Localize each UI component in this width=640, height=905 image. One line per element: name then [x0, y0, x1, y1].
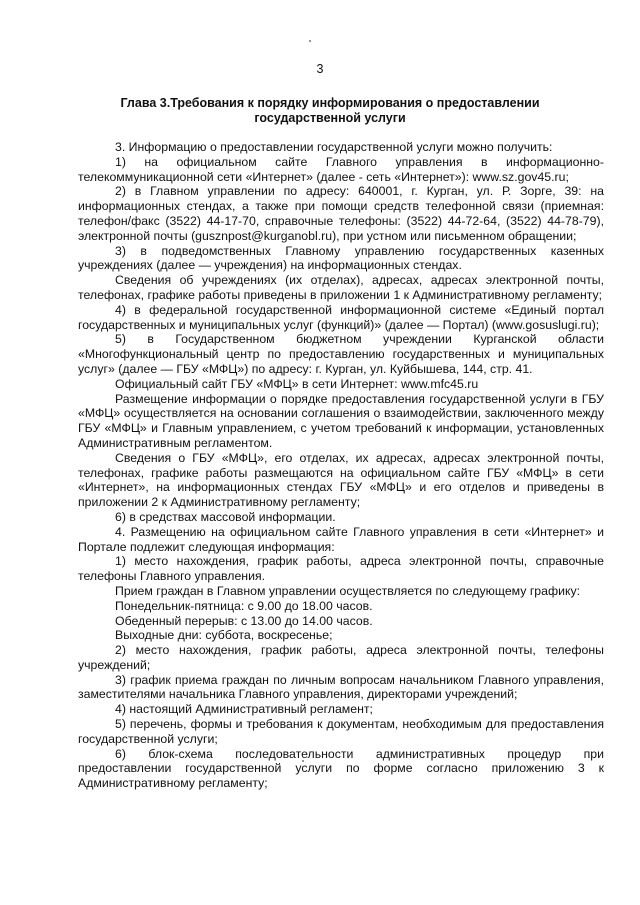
paragraph: 6) блок-схема последовательности административных процедур при предоставлении государственной услуги по форме согласно приложению 3 к Административному регламенту;	[78, 746, 604, 791]
paragraph: 5) в Государственном бюджетном учреждении Курганской области «Многофункциональный центр по предоставлению государственных и муниципальных услуг» (далее — ГБУ «МФЦ») по адресу: г. Курган, ул. Куйбышева, 144, стр. 41.	[78, 332, 604, 376]
paragraph: Прием граждан в Главном управлении осуществляется по следующему графику:	[115, 583, 581, 598]
paragraph: Обеденный перерыв: с 13.00 до 14.00 часов.	[115, 613, 373, 628]
chapter-title: Глава 3.Требования к порядку информирования о предоставлении государственной услуги	[120, 96, 540, 125]
paragraph: 2) место нахождения, график работы, адреса электронной почты, телефоны учреждений;	[78, 643, 604, 672]
paragraph: Выходные дни: суббота, воскресенье;	[115, 628, 333, 643]
paragraph: 1) на официальном сайте Главного управления в информационно-телекоммуникационной сети «Интернет» (далее - сеть «Интернет»): www.sz.gov45.ru;	[78, 154, 604, 184]
paragraph: 4) в федеральной государственной информационной системе «Единый портал государственных и муниципальных услуг (функций)» (далее — Портал) (www.gosuslugi.ru);	[78, 302, 604, 332]
paragraph: Размещение информации о порядке предоставления государственной услуги в ГБУ «МФЦ» осуществляется на основании соглашения о взаимодействии, заключенного между ГБУ «МФЦ» и Главным управлением, с учетом требований к информации, установленных Административным регламентом.	[78, 391, 604, 450]
paragraph: 6) в средствах массовой информации.	[115, 509, 336, 524]
paragraph: 5) перечень, формы и требования к документам, необходимым для предоставления государственной услуги;	[78, 717, 604, 746]
paragraph: Сведения об учреждениях (их отделах), адресах, адресах электронной почты, телефонах, графике работы приведены в приложении 1 к Административному регламенту;	[78, 273, 604, 302]
paragraph: Сведения о ГБУ «МФЦ», его отделах, их адресах, адресах электронной почты, телефонах, графике работы размещаются на официальном сайте ГБУ «МФЦ» в сети «Интернет», на информационных стендах ГБУ «МФЦ» и его отделов и приведены в приложении 2 к Административному регламенту;	[78, 450, 604, 510]
paragraph: 3) график приема граждан по личным вопросам начальником Главного управления, заместителями начальника Главного управления, директорами учреждений;	[78, 672, 604, 702]
paragraph: Официальный сайт ГБУ «МФЦ» в сети Интернет: www.mfc45.ru	[115, 376, 479, 391]
page-number: 3	[316, 62, 324, 76]
paragraph: 3) в подведомственных Главному управлению государственных казенных учреждениях (далее — учреждения) на информационных стендах.	[78, 243, 604, 273]
paragraph: 4. Размещению на официальном сайте Главного управления в сети «Интернет» и Портале подлежит следующая информация:	[78, 524, 604, 554]
paragraph: 1) место нахождения, график работы, адреса электронной почты, справочные телефоны Главного управления.	[78, 554, 604, 584]
paragraph: 2) в Главном управлении по адресу: 640001, г. Курган, ул. Р. Зорге, 39: на информационных стендах, а также при помощи средств телефонной связи (приемная: телефон/факс (3522) 44-17-70, справочные телефоны: (3522) 44-72-64, (3522) 44-78-79), электронной почты (gusznpost@kurganobl.ru), при устном или письменном обращении;	[78, 184, 604, 243]
scan-speck	[309, 40, 311, 42]
document-body	[78, 140, 604, 791]
paragraph: 3. Информацию о предоставлении государственной услуги можно получить:	[115, 140, 553, 154]
paragraph: 4) настоящий Административный регламент;	[115, 702, 373, 717]
paragraph: Понедельник-пятница: с 9.00 до 18.00 часов.	[115, 598, 373, 613]
